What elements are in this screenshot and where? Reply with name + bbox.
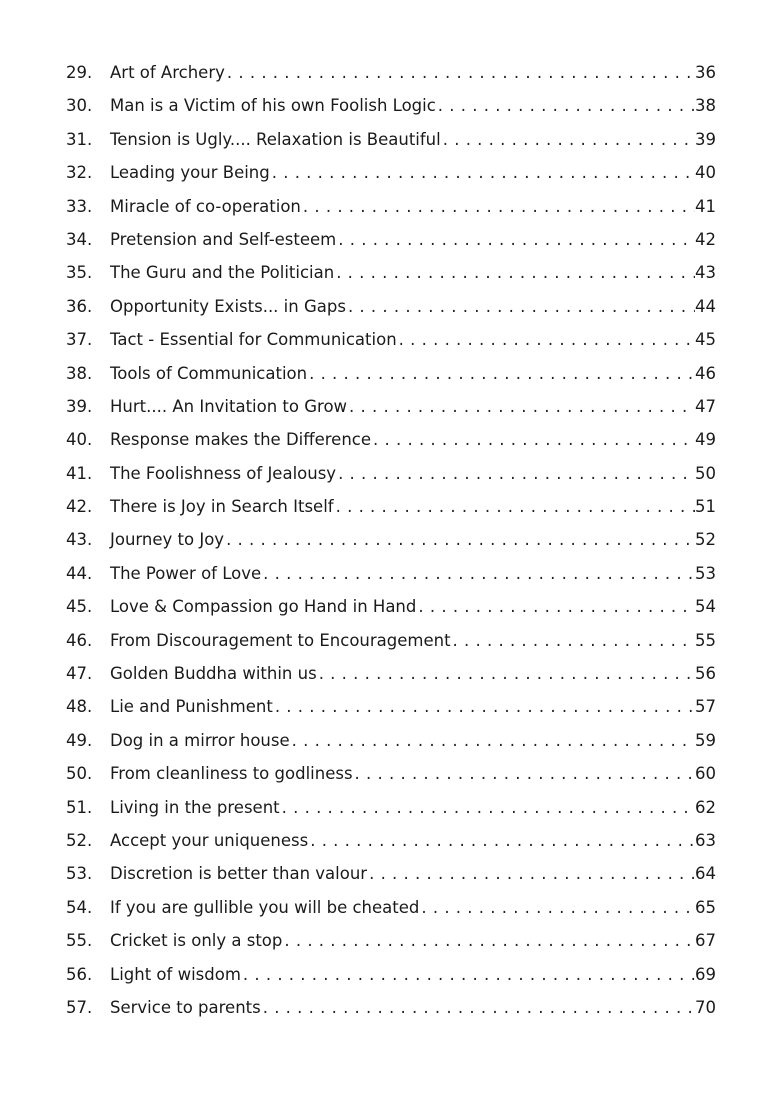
toc-entry-title: Cricket is only a stop	[110, 931, 283, 951]
toc-dot-leader	[261, 557, 695, 590]
toc-entry	[66, 891, 716, 924]
toc-entry-title: Service to parents	[110, 997, 261, 1017]
toc-entry	[66, 223, 716, 256]
toc-entry	[66, 156, 716, 189]
toc-dot-leader	[367, 857, 695, 890]
toc-entry-page-number: 51	[695, 497, 716, 517]
toc-entry-number: 57.	[66, 997, 93, 1017]
toc-entry	[66, 924, 716, 957]
toc-entry-title: Tools of Communication	[110, 363, 308, 383]
toc-entry-page-number: 45	[695, 330, 716, 350]
toc-entry-page-number: 62	[695, 797, 716, 817]
toc-dot-leader	[224, 523, 695, 556]
toc-entry-number: 51.	[66, 797, 93, 817]
toc-dot-leader	[261, 991, 695, 1024]
toc-dot-leader	[317, 657, 695, 690]
toc-dot-leader	[301, 190, 695, 223]
toc-entry-title: Tact - Essential for Communication	[110, 330, 397, 350]
toc-dot-leader	[290, 724, 695, 757]
toc-entry-number: 50.	[66, 764, 93, 784]
toc-dot-leader	[416, 590, 695, 623]
toc-dot-leader	[353, 757, 695, 790]
toc-entry-title: Journey to Joy	[110, 530, 225, 550]
toc-entry-page-number: 54	[695, 597, 716, 617]
toc-entry-title: Living in the present	[110, 797, 280, 817]
toc-entry	[66, 290, 716, 323]
toc-entry	[66, 457, 716, 490]
toc-entry-number: 54.	[66, 897, 93, 917]
toc-entry-page-number: 60	[695, 764, 716, 784]
toc-entry	[66, 123, 716, 156]
toc-entry-title: Light of wisdom	[110, 964, 241, 984]
toc-entry-number: 29.	[66, 63, 93, 82]
toc-dot-leader	[441, 123, 695, 156]
toc-dot-leader	[436, 89, 695, 122]
toc-entry-number: 40.	[66, 430, 93, 450]
toc-entry-title: Tension is Ugly.... Relaxation is Beautiful	[110, 129, 441, 149]
toc-dot-leader	[270, 156, 695, 189]
toc-entry-title: Lie and Punishment	[110, 697, 273, 717]
toc-entry-title: The Guru and the Politician	[110, 263, 335, 283]
toc-entry-number: 34.	[66, 229, 93, 249]
toc-entry-number: 55.	[66, 931, 93, 951]
toc-entry-title: Leading your Being	[110, 163, 270, 183]
toc-entry-title: There is Joy in Search Itself	[110, 497, 334, 517]
toc-entry	[66, 657, 716, 690]
toc-entry	[66, 56, 716, 89]
toc-entry-number: 30.	[66, 96, 93, 116]
toc-entry-number: 42.	[66, 497, 93, 517]
toc-entry	[66, 690, 716, 723]
toc-dot-leader	[334, 256, 695, 289]
toc-entry-title: Love & Compassion go Hand in Hand	[110, 597, 417, 617]
toc-entry-page-number: 64	[695, 864, 716, 884]
table-of-contents	[66, 56, 716, 1024]
toc-entry	[66, 857, 716, 890]
toc-entry	[66, 958, 716, 991]
toc-entry-page-number: 53	[695, 563, 716, 583]
toc-entry-number: 45.	[66, 597, 93, 617]
toc-entry-page-number: 70	[695, 997, 716, 1017]
toc-dot-leader	[273, 690, 695, 723]
toc-entry-number: 53.	[66, 864, 93, 884]
toc-entry	[66, 624, 716, 657]
toc-entry-number: 43.	[66, 530, 93, 550]
toc-entry-title: Discretion is better than valour	[110, 864, 368, 884]
toc-entry	[66, 89, 716, 122]
toc-entry-page-number: 39	[695, 129, 716, 149]
toc-entry-number: 35.	[66, 263, 93, 283]
toc-entry-number: 47.	[66, 664, 93, 684]
toc-entry-number: 31.	[66, 129, 93, 149]
toc-entry	[66, 523, 716, 556]
toc-entry-page-number: 57	[695, 697, 716, 717]
toc-dot-leader	[397, 323, 695, 356]
toc-entry-page-number: 36	[695, 63, 716, 82]
toc-dot-leader	[308, 824, 695, 857]
toc-entry-page-number: 59	[695, 730, 716, 750]
toc-entry	[66, 590, 716, 623]
toc-entry-page-number: 49	[695, 430, 716, 450]
toc-entry-title: Hurt.... An Invitation to Grow	[110, 396, 348, 416]
toc-entry-title: Art of Archery	[110, 63, 225, 82]
toc-dot-leader	[336, 223, 695, 256]
toc-entry-page-number: 43	[695, 263, 716, 283]
toc-entry-page-number: 38	[695, 96, 716, 116]
toc-entry-number: 44.	[66, 563, 93, 583]
toc-entry-page-number: 56	[695, 664, 716, 684]
toc-dot-leader	[225, 56, 695, 89]
toc-entry-number: 49.	[66, 730, 93, 750]
toc-dot-leader	[307, 357, 695, 390]
toc-entry-number: 36.	[66, 296, 93, 316]
toc-entry	[66, 557, 716, 590]
toc-entry-page-number: 69	[695, 964, 716, 984]
toc-entry-title: Pretension and Self-esteem	[110, 229, 337, 249]
toc-entry-page-number: 47	[695, 396, 716, 416]
toc-entry	[66, 357, 716, 390]
toc-dot-leader	[336, 457, 695, 490]
toc-entry-page-number: 41	[695, 196, 716, 216]
toc-entry-title: The Foolishness of Jealousy	[110, 463, 337, 483]
toc-entry-number: 37.	[66, 330, 93, 350]
toc-entry-title: From Discouragement to Encouragement	[110, 630, 451, 650]
toc-dot-leader	[371, 423, 695, 456]
toc-dot-leader	[282, 924, 695, 957]
toc-entry-title: From cleanliness to godliness	[110, 764, 353, 784]
toc-entry-title: The Power of Love	[110, 563, 262, 583]
toc-entry-number: 32.	[66, 163, 93, 183]
toc-dot-leader	[451, 624, 695, 657]
toc-entry	[66, 190, 716, 223]
toc-entry-title: Response makes the Difference	[110, 430, 372, 450]
toc-dot-leader	[241, 958, 695, 991]
toc-dot-leader	[280, 791, 695, 824]
toc-entry	[66, 423, 716, 456]
toc-entry	[66, 824, 716, 857]
toc-entry-page-number: 42	[695, 229, 716, 249]
toc-entry	[66, 791, 716, 824]
toc-entry-page-number: 46	[695, 363, 716, 383]
toc-entry-title: Accept your uniqueness	[110, 830, 309, 850]
toc-dot-leader	[334, 490, 695, 523]
toc-entry	[66, 490, 716, 523]
toc-entry	[66, 757, 716, 790]
toc-entry-page-number: 65	[695, 897, 716, 917]
toc-entry-page-number: 63	[695, 830, 716, 850]
toc-entry-title: Miracle of co-operation	[110, 196, 301, 216]
toc-entry-number: 46.	[66, 630, 93, 650]
toc-dot-leader	[346, 290, 695, 323]
toc-entry-number: 56.	[66, 964, 93, 984]
toc-entry-title: Golden Buddha within us	[110, 664, 317, 684]
toc-dot-leader	[419, 891, 695, 924]
toc-entry-number: 38.	[66, 363, 93, 383]
toc-entry-number: 41.	[66, 463, 93, 483]
toc-entry	[66, 256, 716, 289]
toc-entry	[66, 323, 716, 356]
toc-entry-page-number: 50	[695, 463, 716, 483]
toc-entry-title: If you are gullible you will be cheated	[110, 897, 420, 917]
toc-entry-page-number: 52	[695, 530, 716, 550]
toc-entry-page-number: 55	[695, 630, 716, 650]
toc-dot-leader	[347, 390, 695, 423]
toc-entry-page-number: 40	[695, 163, 716, 183]
toc-entry	[66, 724, 716, 757]
toc-entry-title: Dog in a mirror house	[110, 730, 290, 750]
toc-entry-title: Opportunity Exists... in Gaps	[110, 296, 346, 316]
toc-entry-number: 33.	[66, 196, 93, 216]
toc-entry-title: Man is a Victim of his own Foolish Logic	[110, 96, 436, 116]
toc-entry-number: 52.	[66, 830, 93, 850]
toc-entry-number: 48.	[66, 697, 93, 717]
toc-entry-number: 39.	[66, 396, 93, 416]
toc-entry	[66, 991, 716, 1024]
toc-entry	[66, 390, 716, 423]
toc-entry-page-number: 67	[695, 931, 716, 951]
toc-entry-page-number: 44	[695, 296, 716, 316]
